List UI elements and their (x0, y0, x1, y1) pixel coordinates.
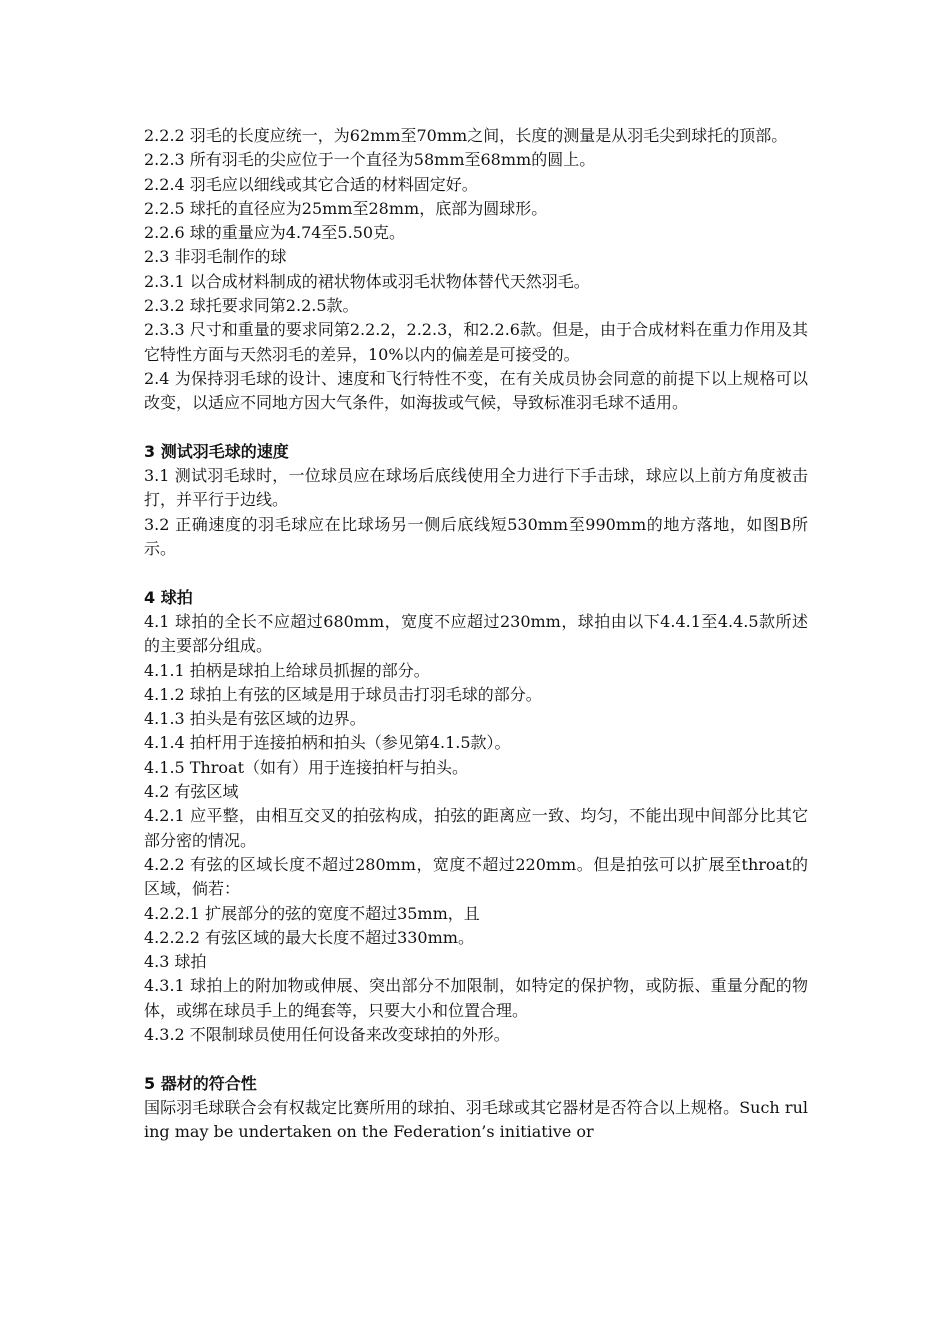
section-4-heading: 4 球拍 (144, 587, 193, 607)
paragraph-5-body: 国际羽毛球联合会有权裁定比赛所用的球拍、羽毛球或其它器材是否符合以上规格。Such ruling may be undertaken on the Federation’s initiative or (144, 1097, 808, 1142)
paragraph-4-2-2: 4.2.2 有弦的区域长度不超过280mm，宽度不超过220mm。但是拍弦可以扩展至throat的区域，倘若： (144, 854, 808, 899)
paragraph-4-2-1: 4.2.1 应平整，由相互交叉的拍弦构成，拍弦的距离应一致、均匀，不能出现中间部分比其它部分密的情况。 (144, 806, 808, 850)
document-page (144, 124, 808, 1144)
paragraph-4-1-5: 4.1.5 Throat（如有）用于连接拍杆与拍头。 (144, 757, 469, 777)
paragraph-3-2: 3.2 正确速度的羽毛球应在比球场另一侧后底线短530mm至990mm的地方落地，如图B所示。 (144, 514, 808, 559)
section-gap (144, 416, 808, 440)
paragraph-2-2-3: 2.2.3 所有羽毛的尖应位于一个直径为58mm至68mm的圆上。 (144, 150, 596, 170)
paragraph-4-1: 4.1 球拍的全长不应超过680mm，宽度不应超过230mm，球拍由以下4.4.1至4.4.5款所述的主要部分组成。 (144, 611, 808, 656)
paragraph-4-3-2: 4.3.2 不限制球员使用任何设备来改变球拍的外形。 (144, 1024, 510, 1044)
paragraph-2-2-6: 2.2.6 球的重量应为4.74至5.50克。 (144, 223, 406, 243)
paragraph-4-1-4: 4.1.4 拍杆用于连接拍柄和拍头（参见第4.1.5款）。 (144, 733, 511, 753)
section-gap (144, 1047, 808, 1071)
paragraph-2-2-5: 2.2.5 球托的直径应为25mm至28mm，底部为圆球形。 (144, 198, 548, 218)
paragraph-4-1-1: 4.1.1 拍柄是球拍上给球员抓握的部分。 (144, 660, 430, 680)
paragraph-4-3: 4.3 球拍 (144, 952, 207, 972)
paragraph-2-4: 2.4 为保持羽毛球的设计、速度和飞行特性不变，在有关成员协会同意的前提下以上规格可以改变，以适应不同地方因大气条件，如海拔或气候，导致标准羽毛球不适用。 (144, 368, 808, 413)
paragraph-4-2: 4.2 有弦区域 (144, 782, 239, 802)
section-5-heading: 5 器材的符合性 (144, 1073, 257, 1093)
paragraph-4-2-2-1: 4.2.2.1 扩展部分的弦的宽度不超过35mm，且 (144, 903, 480, 923)
paragraph-3-1: 3.1 测试羽毛球时，一位球员应在球场后底线使用全力进行下手击球，球应以上前方角度被击打，并平行于边线。 (144, 466, 808, 510)
paragraph-4-1-2: 4.1.2 球拍上有弦的区域是用于球员击打羽毛球的部分。 (144, 684, 542, 704)
paragraph-4-3-1: 4.3.1 球拍上的附加物或伸展、突出部分不加限制，如特定的保护物，或防振、重量分配的物体，或绑在球员手上的绳套等，只要大小和位置合理。 (144, 976, 808, 1020)
section-gap (144, 561, 808, 585)
paragraph-4-2-2-2: 4.2.2.2 有弦区域的最大长度不超过330mm。 (144, 927, 474, 947)
paragraph-2-2-4: 2.2.4 羽毛应以细线或其它合适的材料固定好。 (144, 174, 478, 194)
section-3-heading: 3 测试羽毛球的速度 (144, 441, 289, 461)
paragraph-2-2-2: 2.2.2 羽毛的长度应统一，为62mm至70mm之间，长度的测量是从羽毛尖到球托的顶部。 (144, 126, 788, 145)
paragraph-2-3-2: 2.3.2 球托要求同第2.2.5款。 (144, 296, 359, 316)
paragraph-2-3-3: 2.3.3 尺寸和重量的要求同第2.2.2，2.2.3，和2.2.6款。但是，由于合成材料在重力作用及其它特性方面与天然羽毛的差异，10%以内的偏差是可接受的。 (144, 320, 808, 364)
paragraph-4-1-3: 4.1.3 拍头是有弦区域的边界。 (144, 709, 366, 729)
paragraph-2-3-1: 2.3.1 以合成材料制成的裙状物体或羽毛状物体替代天然羽毛。 (144, 271, 590, 291)
paragraph-2-3: 2.3 非羽毛制作的球 (144, 247, 287, 267)
